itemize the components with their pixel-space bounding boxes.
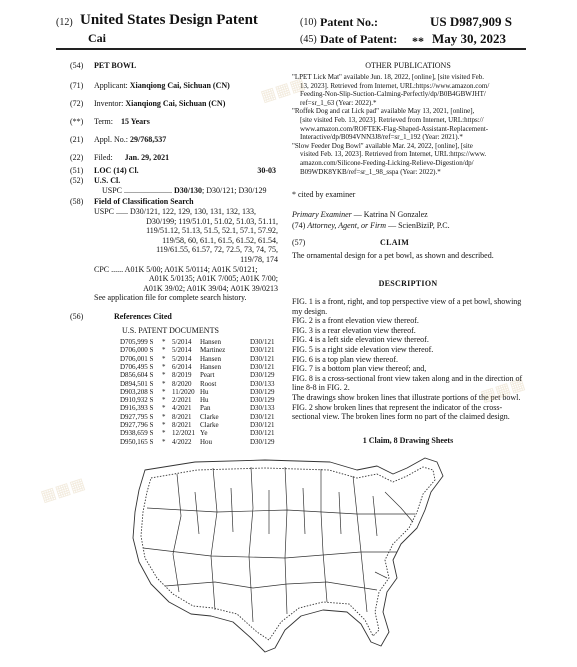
search-uspc-line: 119/51.12, 51.13, 51.5, 52.1, 57.1, 57.92, [146,226,278,236]
watermark-stamp: ▦▦▦ [38,473,88,506]
field-label: Filed: [94,153,113,162]
search-uspc-line: 119/61.55, 61.57, 72, 72.5, 73, 74, 75, [156,245,278,255]
code-10: (10) [300,17,317,28]
patent-date: May 30, 2023 [432,31,507,46]
field-code: (52) [70,176,84,185]
publication-line: amazon.com/Silicone-Feeding-Licking-Relieve-Digestion/dp/ [300,158,474,167]
fig-description: FIG. 2 is a front elevation view thereof. [292,316,419,326]
reference-row [120,388,280,396]
reference-inventor: Hansen [200,362,221,371]
references-subheading: U.S. PATENT DOCUMENTS [122,326,219,335]
reference-inventor: Pan [200,404,211,413]
publication-line: www.amazon.com/ROFTEK-Flag-Shaped-Assistant-Replacement- [300,124,489,133]
field-value: 15 Years [121,117,150,126]
field-value: Xianqiong Cai, Sichuan (CN) [129,81,230,90]
fig-description: FIG. 3 is a rear elevation view thereof. [292,325,416,335]
fig-description: FIG. 7 is a bottom plan view thereof; and, [292,364,427,374]
reference-inventor: Peart [200,371,215,380]
other-publications [292,73,524,176]
date-label: Date of Patent: [320,32,398,46]
search-uspc-line: D30/199; 119/51.01, 51.02, 51.03, 51.11, [146,216,278,226]
reference-row [120,363,280,371]
reference-star: * [162,338,166,346]
search-cpc-line: CPC ...... A01K 5/00; A01K 5/0114; A01K 5/0121; [94,264,258,274]
publication-line: Interactive/dp/B094VNN3J8/ref=sr_1_192 (Year: 2021).* [300,133,463,142]
reference-inventor: Ye [200,429,208,438]
publication-line: [site visited Feb. 13, 2023]. Retrieved from Internet, URL:https:// [300,115,484,124]
reference-class: D30/121 [250,412,275,421]
field-value: 29/768,537 [130,135,167,144]
header-rule [56,48,526,50]
primary-examiner [292,210,524,220]
field-label: Applicant: [94,81,128,90]
inventor-surname: Cai [88,31,106,45]
field-label: Appl. No.: [94,135,128,144]
attorney-label: Attorney, Agent, or Firm [307,221,387,230]
reference-date: 8/2019 [172,371,192,380]
reference-star: * [162,437,166,446]
reference-row [120,421,280,429]
reference-star: * [162,412,166,421]
document-title: United States Design Patent [80,12,258,28]
claim-code: (57) [292,238,306,247]
search-cpc-line: A01K 39/02; A01K 39/04; A01K 39/0213 [143,283,278,293]
reference-inventor: Hansen [200,338,221,346]
claim-heading-row [292,238,524,248]
uspc-label: USPC [102,186,123,195]
date-stars: ** [412,34,424,48]
claim-text: The ornamental design for a pet bowl, as shown and described. [292,251,494,260]
field-code: (21) [70,135,84,144]
attorney [292,221,524,231]
reference-inventor: Clarke [200,412,219,421]
reference-star: * [162,429,166,438]
reference-date: 5/2014 [172,346,192,355]
primary-examiner-label: Primary Examiner [292,210,352,219]
reference-class: D30/121 [250,338,275,346]
code-12: (12) [56,17,73,28]
reference-inventor: Clarke [200,421,219,429]
reference-class: D30/129 [250,371,275,380]
field-label: Inventor: [94,99,124,108]
patent-subject: PET BOWL [94,61,137,70]
reference-row [120,438,280,446]
reference-inventor: Hu [200,387,209,396]
reference-date: 6/2014 [172,362,192,371]
watermark-stamp: ▦▦▦ [258,73,308,106]
bowl-outline [133,458,443,652]
fig-description: FIG. 8 is a cross-sectional front view taken along and in the direction of line 8-8 in FIG. 2. [292,373,523,393]
publication-line: 13, 2023]. Retrieved from Internet, URL:https://www.amazon.com/ [300,81,490,90]
publication-line: "Roffek Dog and cat Lick pad" available May 13, 2021, [online], [292,107,475,116]
compartment-lines [143,467,415,622]
uspc-main: D30/130 [174,186,203,195]
reference-date: 4/2021 [172,404,192,413]
reference-date: 12/2021 [172,429,195,438]
search-label: Field of Classification Search [94,197,194,206]
attorney-name: — ScienBiziP, P.C. [386,221,450,230]
reference-number: D705,999 S [120,338,154,346]
search-uspc-line: 119/78, 174 [240,254,278,264]
claims-summary: 1 Claim, 8 Drawing Sheets [362,436,454,445]
field-label: LOC (14) Cl. [94,166,139,175]
field-code: (58) [70,197,84,206]
attorney-code: (74) [292,221,306,230]
publication-line: visited Feb. 13, 2023]. Retrieved from Internet, URL:https://www. [300,150,487,159]
reference-row [120,371,280,379]
reference-class: D30/129 [250,437,275,446]
reference-class: D30/121 [250,421,275,429]
reference-class: D30/121 [250,362,275,371]
field-value: 30-03 [257,166,276,175]
reference-row [120,404,280,412]
search-uspc-line: 119/58, 60, 61.1, 61.5, 61.52, 61.54, [162,235,278,245]
patent-number: US D987,909 S [430,14,512,29]
references-heading: References Cited [114,312,172,321]
publication-line: Feeding-Non-Slip-Suction-Calming-Perfectly/dp/B0B4GBWJHT/ [300,90,486,99]
reference-number: D856,604 S [120,371,154,380]
patent-no-label: Patent No.: [320,15,378,29]
reference-class: D30/121 [250,429,275,438]
field-label: Term: [94,117,113,126]
reference-star: * [162,387,166,396]
fig-description: FIG. 6 is a top plan view thereof. [292,354,398,364]
reference-star: * [162,371,166,380]
reference-row [120,413,280,421]
reference-star: * [162,362,166,371]
reference-number: D927,796 S [120,421,154,429]
reference-inventor: Martinez [200,346,226,355]
code-45: (45) [300,34,317,45]
reference-row [120,380,280,388]
reference-star: * [162,354,166,363]
search-uspc [94,207,278,303]
reference-date: 8/2021 [172,412,192,421]
reference-inventor: Hou [200,437,213,446]
reference-date: 8/2020 [172,379,192,388]
reference-date: 8/2021 [172,421,192,429]
reference-row [120,429,280,437]
reference-row [120,355,280,363]
reference-star: * [162,396,166,405]
reference-number: D706,495 S [120,362,154,371]
reference-class: D30/129 [250,387,275,396]
uspc-rest: ; D30/121; D30/129 [202,186,267,195]
reference-row [120,346,280,354]
reference-date: 4/2022 [172,437,192,446]
reference-inventor: Hansen [200,354,221,363]
cited-by-examiner: * cited by examiner [292,190,356,199]
field-label: U.S. Cl. [94,176,121,185]
publication-line: "Slow Feeder Dog Bowl" available Mar. 24, 2022, [online], [site [292,141,473,150]
reference-class: D30/121 [250,354,275,363]
field-value: Jan. 29, 2021 [124,153,170,162]
field-value: Xianqiong Cai, Sichuan (CN) [125,99,226,108]
reference-number: D916,393 S [120,404,154,413]
reference-date: 2/2021 [172,396,192,405]
field-code: (51) [70,166,84,175]
publication-line: "LPET Lick Mat" available Jun. 18, 2022, [online], [site visited Feb. [292,73,485,81]
description-closing: The drawings show broken lines that illustrate portions of the pet bowl. FIG. 2 show broken lines that represent the indicator of the cross-sectional view. The broken lines form no part of the claimed design. [292,392,521,422]
reference-number: D910,932 S [120,396,154,405]
reference-number: D938,659 S [120,429,154,438]
field-code: (56) [70,312,84,321]
search-cpc-line: A01K 5/0135; A01K 7/005; A01K 7/00; [148,274,278,284]
watermark-stamp: ▦▦▦ [478,373,528,406]
primary-examiner-name: — Katrina N Gonzalez [351,210,428,219]
bowl-rim [141,467,435,640]
reference-number: D927,795 S [120,412,154,421]
publication-line: ref=sr_1_63 (Year: 2022).* [300,98,377,107]
reference-number: D894,501 S [120,379,154,388]
other-publications-heading: OTHER PUBLICATIONS [365,61,451,70]
reference-star: * [162,379,166,388]
reference-inventor: Roost [200,379,217,388]
reference-number: D950,165 S [120,437,154,446]
reference-inventor: Hu [200,396,209,405]
search-uspc-line: USPC ...... D30/121, 122, 129, 130, 131, 132, 133, [94,207,257,216]
claim-heading: CLAIM [380,238,410,247]
reference-row [120,396,280,404]
reference-star: * [162,404,166,413]
reference-row [120,338,280,346]
reference-star: * [162,346,166,355]
fig-description: FIG. 4 is a left side elevation view thereof. [292,335,429,345]
design-drawing [125,452,460,659]
reference-number: D903,208 S [120,387,154,396]
reference-class: D30/121 [250,346,275,355]
publication-line: B09WDK8YKB/ref=sr_1_98_sspa (Year: 2022).* [300,167,441,176]
reference-date: 5/2014 [172,338,192,346]
reference-class: D30/129 [250,396,275,405]
reference-class: D30/133 [250,404,275,413]
fig-description: FIG. 5 is a right side elevation view thereof. [292,344,434,354]
reference-number: D706,000 S [120,346,154,355]
reference-class: D30/133 [250,379,275,388]
description-heading: DESCRIPTION [378,279,438,288]
field-code: (22) [70,153,84,162]
field-code: (71) [70,81,84,90]
fig-description: FIG. 1 is a front, right, and top perspective view of a pet bowl, showing my design. [292,297,522,316]
reference-date: 11/2020 [172,387,195,396]
field-code: (**) [70,117,84,126]
reference-number: D706,001 S [120,354,154,363]
reference-date: 5/2014 [172,354,192,363]
reference-star: * [162,421,166,429]
field-code: (54) [70,61,84,70]
field-code: (72) [70,99,84,108]
search-note: See application file for complete search history. [94,293,247,303]
